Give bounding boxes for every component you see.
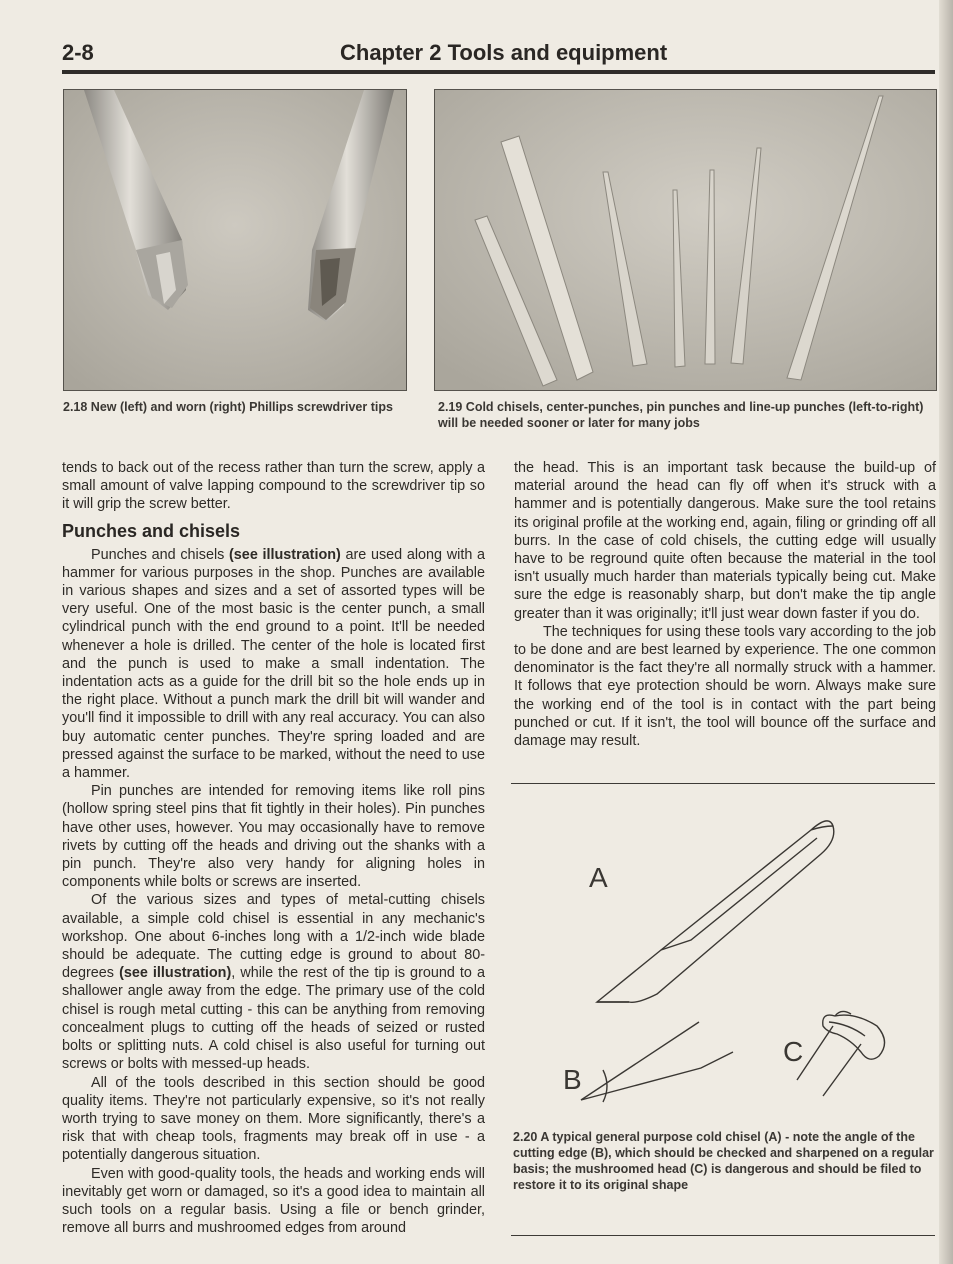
label-b: B [563, 1064, 582, 1095]
paragraph: The techniques for using these tools vary according to the job to be done and are best learned by experience. The one common denominator is the fact they're all normally struck with a hammer. It follows that eye protection should be worn. Always make sure the working end of the tool is in contact with the part being punched or cut. If it isn't, the tool will bounce off the surface and damage may result. [514, 623, 936, 750]
header-rule [62, 70, 935, 74]
chisel-body-icon [597, 821, 834, 1002]
paragraph: Pin punches are intended for removing items like roll pins (hollow spring steel pins that fit tightly in their holes). Pin punches have other uses, however. You may occasionally have to remove rivets by cutting off the heads and driving out the shanks with a pin punch. They're also very handy for aligning holes in components while bolts or screws are inserted. [62, 783, 485, 891]
photo-chisels-and-punches [434, 89, 937, 391]
paragraph: Even with good-quality tools, the heads and working ends will inevitably get worn or damaged, so it's a good idea to maintain all such tools on a regular basis. Using a file or bench grinder, remove all burrs and mushroomed edges from around [62, 1165, 485, 1237]
page-edge-shadow [939, 0, 953, 1264]
page-number: 2-8 [62, 40, 94, 65]
figure-2-20-caption: 2.20 A typical general purpose cold chisel (A) - note the angle of the cutting edge (B), which should be checked and sharpened on a regular basis; the mushroomed head (C) is dangerous and should be filed to restore it to its original shape [513, 1130, 934, 1192]
mushroomed-head-icon [797, 1026, 861, 1096]
see-illustration-ref: (see illustration) [229, 546, 341, 563]
section-heading: Punches and chisels [62, 520, 241, 541]
label-a: A [589, 862, 608, 893]
paragraph: All of the tools described in this section should be good quality items. They're not particularly expensive, so it's not really worth trying to save money on them. More significantly, there's a risk that with cheap tools, fragments may break off in use - a potentially dangerous situation. [62, 1074, 485, 1164]
figure-2-20-cold-chisel-diagram [511, 790, 935, 1120]
paragraph: Punches and chisels (see illustration) are used along with a hammer for various purposes in the shop. Punches are available in various shapes and sizes and a set of assorted types will be very useful. One of the most basic is the center punch, a small cylindrical punch with the end ground to a point. It'll be needed whenever a hole is drilled. The center of the hole is located first and the punch is used to make a small indentation. The indentation acts as a guide for the drill bit so the hole ends up in the right place. Without a punch mark the drill bit will wander and you'll find it impossible to drill with any real accuracy. You can also buy automatic center punches. They're spring loaded and are pressed against the surface to be marked, without the need to use a hammer. [62, 546, 485, 782]
paragraph: Of the various sizes and types of metal-cutting chisels available, a simple cold chisel is essential in any mechanic's workshop. One about 6-inches long with a 1/2-inch wide blade should be adequate. The cutting edge is ground to about 80-degrees (see illustration), while the rest of the tip is ground to a shallower angle away from the edge. The primary use of the cold chisel is rough metal cutting - this can be anything from removing concealment plugs to cutting off the heads of seized or rusted bolts or splitting nuts. A cold chisel is also useful for turning out screws or bolts with messed-up heads. [62, 892, 485, 1073]
figure-2-18-caption: 2.18 New (left) and worn (right) Phillips screwdriver tips [63, 400, 393, 414]
figure-2-19-caption: 2.19 Cold chisels, center-punches, pin punches and line-up punches (left-to-right) will be needed sooner or later for many jobs [438, 400, 924, 430]
figure-bottom-rule [511, 1235, 935, 1236]
see-illustration-ref: (see illustration) [119, 965, 232, 982]
label-c: C [783, 1036, 804, 1067]
figure-top-rule [511, 783, 935, 784]
cutting-edge-angle-icon [581, 1022, 699, 1100]
photo-phillips-screwdriver-tips [63, 89, 407, 391]
paragraph: tends to back out of the recess rather than turn the screw, apply a small amount of valve lapping compound to the screwdriver tip so it will grip the screw better. [62, 460, 485, 513]
chapter-title: Chapter 2 Tools and equipment [340, 40, 668, 65]
right-text-column [514, 459, 936, 750]
left-text-column [62, 459, 485, 1237]
paragraph: the head. This is an important task because the build-up of material around the head can fly off when it's struck with a hammer and is potentially dangerous. Make sure the tool retains its original profile at the working end, again, filing or grinding off all burrs. In the case of cold chisels, the cutting edge will usually have to be reground quite often because the material in the tool isn't usually much harder than materials typically being cut. Make sure the edge is reasonably sharp, but don't make the tip angle greater than it was originally; it'll just wear down faster if you do. [514, 460, 936, 622]
